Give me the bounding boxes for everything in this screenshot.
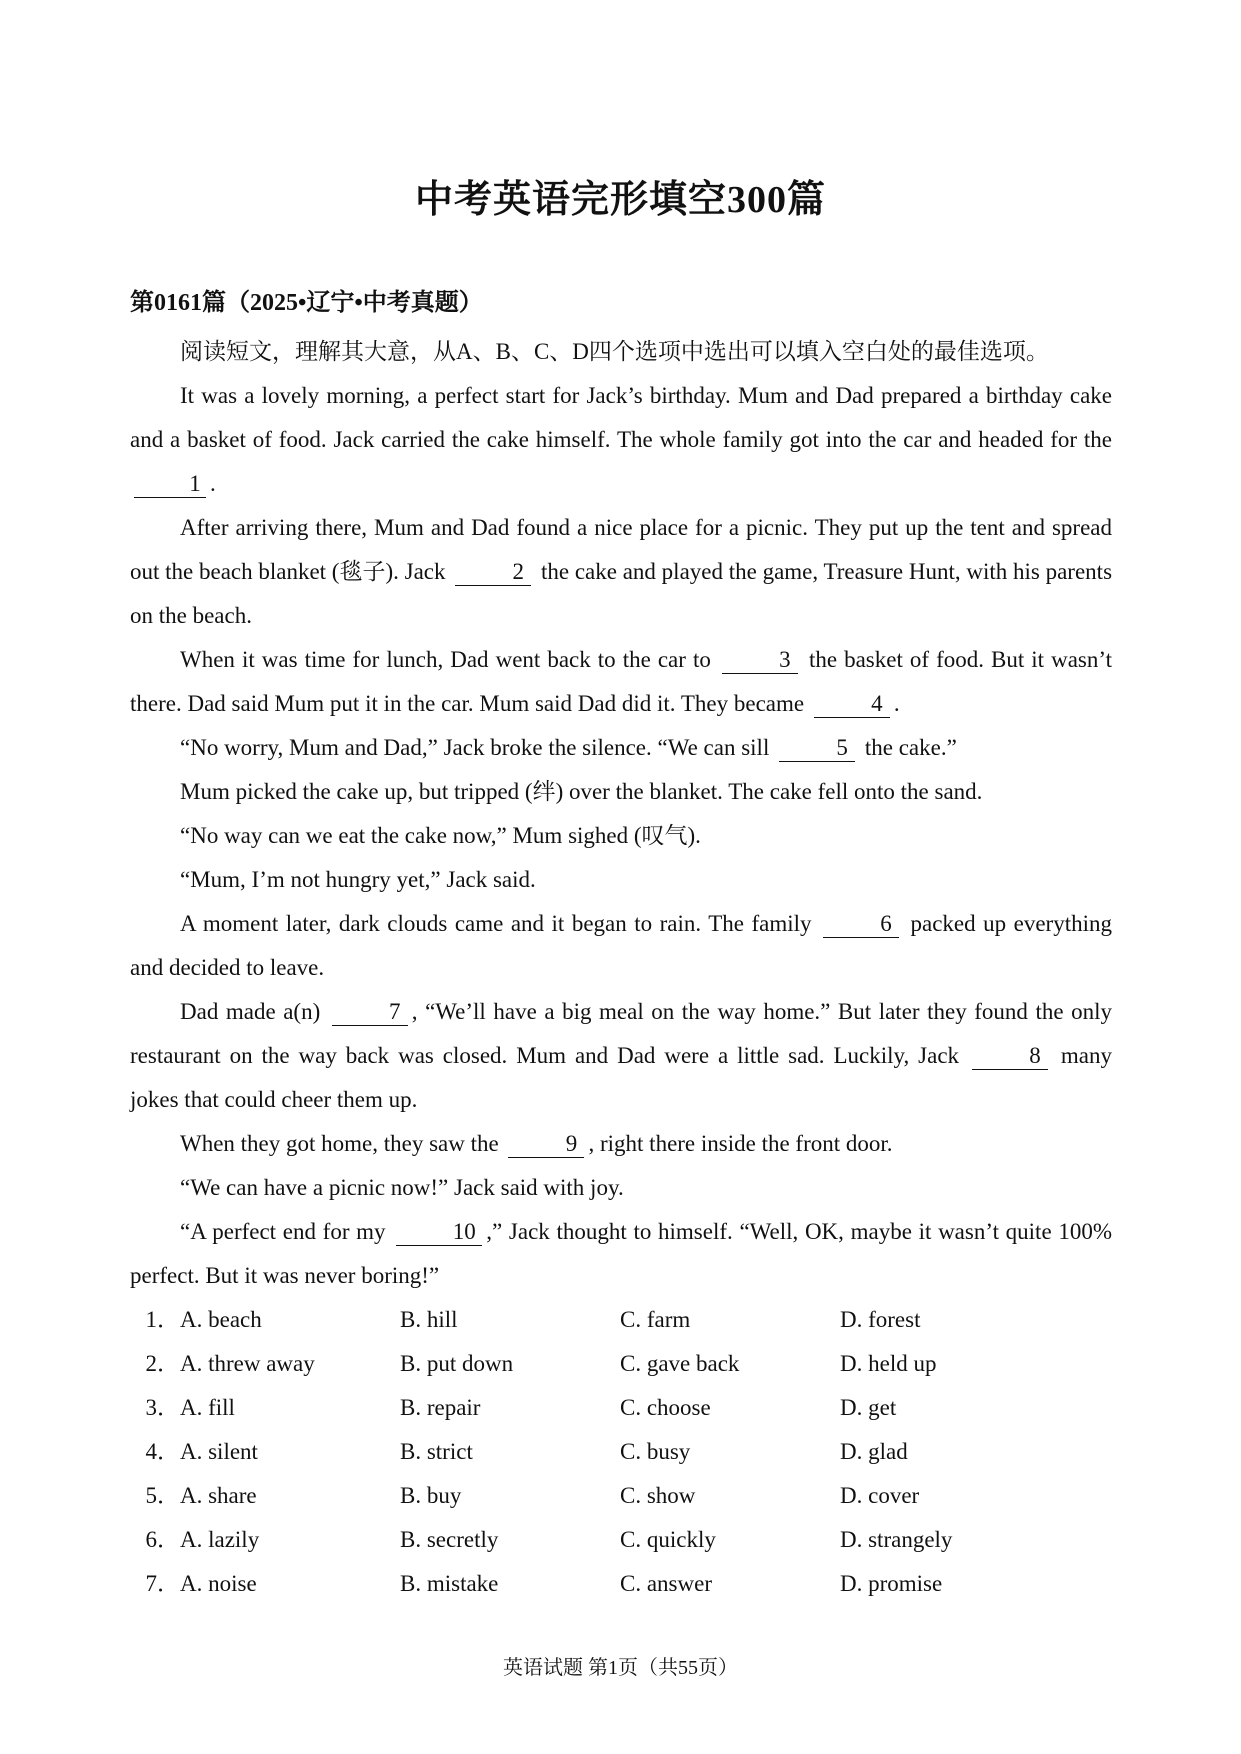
option-d[interactable]: D. glad <box>840 1439 908 1464</box>
paragraph-11: “We can have a picnic now!” Jack said with joy. <box>180 1175 624 1200</box>
option-a[interactable]: A. silent <box>180 1439 258 1464</box>
text: many jokes that could cheer them up. <box>130 1043 1113 1112</box>
option-b[interactable]: B. buy <box>400 1483 462 1508</box>
passage-body <box>130 330 1112 1606</box>
paragraph-7: “Mum, I’m not hungry yet,” Jack said. <box>180 867 536 892</box>
option-d[interactable]: D. forest <box>840 1307 921 1332</box>
option-c[interactable]: C. farm <box>620 1307 691 1332</box>
question-number: 1． <box>145 1307 180 1332</box>
blank-10[interactable]: 10 <box>396 1219 482 1246</box>
option-b[interactable]: B. repair <box>400 1395 481 1420</box>
option-b[interactable]: B. hill <box>400 1307 458 1332</box>
text: . <box>893 691 900 716</box>
text: the cake and played the game, Treasure Hunt, with his parents on the beach. <box>130 559 1113 628</box>
paragraph-2 <box>130 506 1112 638</box>
passage-heading: 第0161篇（2025•辽宁•中考真题） <box>130 290 483 316</box>
option-b[interactable]: B. secretly <box>400 1527 499 1552</box>
option-d[interactable]: D. strangely <box>840 1527 953 1552</box>
text: After arriving there, Mum and Dad found a nice place for a picnic. They put up the tent and spread out the beach blanket (毯子). Jack <box>130 515 1112 584</box>
option-c[interactable]: C. answer <box>620 1571 712 1596</box>
paragraph-5: Mum picked the cake up, but tripped (绊) over the blanket. The cake fell onto the sand. <box>180 779 983 804</box>
text: “A perfect end for my <box>180 1219 386 1244</box>
paragraph-12 <box>130 1210 1112 1298</box>
option-a[interactable]: A. fill <box>180 1395 235 1420</box>
option-b[interactable]: B. mistake <box>400 1571 499 1596</box>
option-b[interactable]: B. strict <box>400 1439 473 1464</box>
paragraph-8 <box>130 902 1112 990</box>
question-number: 3． <box>145 1395 180 1420</box>
question-number: 6． <box>145 1527 180 1552</box>
blank-4[interactable]: 4 <box>814 691 890 718</box>
text: When they got home, they saw the <box>180 1131 499 1156</box>
text: ,” Jack thought to himself. “Well, OK, maybe it wasn’t quite 100% perfect. But it was never boring!” <box>130 1219 1112 1288</box>
blank-5[interactable]: 5 <box>779 735 855 762</box>
option-row <box>130 1518 1112 1562</box>
paragraph-1 <box>130 374 1112 506</box>
option-d[interactable]: D. held up <box>840 1351 937 1376</box>
paragraph-9 <box>130 990 1112 1122</box>
option-row <box>130 1342 1112 1386</box>
question-number: 7． <box>145 1571 180 1596</box>
text: , “We’ll have a big meal on the way home.” But later they found the only restaurant on the way back was closed. Mum and Dad were a little sad. Luckily, Jack <box>130 999 1112 1068</box>
text: A moment later, dark clouds came and it began to rain. The family <box>180 911 812 936</box>
option-row <box>130 1298 1112 1342</box>
question-number: 2． <box>145 1351 180 1376</box>
text: When it was time for lunch, Dad went back to the car to <box>180 647 711 672</box>
blank-1[interactable]: 1 <box>134 471 206 498</box>
option-row <box>130 1562 1112 1606</box>
question-number: 5． <box>145 1483 180 1508</box>
option-row <box>130 1474 1112 1518</box>
document-title: 中考英语完形填空300篇 <box>414 179 826 221</box>
option-row <box>130 1430 1112 1474</box>
option-d[interactable]: D. promise <box>840 1571 943 1596</box>
option-d[interactable]: D. get <box>840 1395 897 1420</box>
option-a[interactable]: A. beach <box>180 1307 262 1332</box>
option-d[interactable]: D. cover <box>840 1483 920 1508</box>
paragraph-10 <box>130 1122 1112 1166</box>
text: packed up everything and decided to leave. <box>130 911 1112 980</box>
text: . <box>210 471 216 496</box>
blank-2[interactable]: 2 <box>455 559 531 586</box>
option-a[interactable]: A. threw away <box>180 1351 315 1376</box>
text: Dad made a(n) <box>180 999 321 1024</box>
paragraph-6: “No way can we eat the cake now,” Mum sighed (叹气). <box>180 823 701 848</box>
blank-9[interactable]: 9 <box>508 1131 584 1158</box>
option-c[interactable]: C. busy <box>620 1439 691 1464</box>
question-number: 4． <box>145 1439 180 1464</box>
option-c[interactable]: C. gave back <box>620 1351 740 1376</box>
blank-8[interactable]: 8 <box>972 1043 1048 1070</box>
paragraph-4 <box>130 726 1112 770</box>
text: the basket of food. But it wasn’t there. Dad said Mum put it in the car. Mum said Dad did it. They became <box>130 647 1113 716</box>
text: “No worry, Mum and Dad,” Jack broke the silence. “We can sill <box>180 735 770 760</box>
text: the cake.” <box>864 735 957 760</box>
instructions: 阅读短文，理解其大意，从A、B、C、D四个选项中选出可以填入空白处的最佳选项。 <box>180 339 1049 364</box>
options-list <box>130 1298 1112 1606</box>
option-c[interactable]: C. quickly <box>620 1527 716 1552</box>
blank-3[interactable]: 3 <box>722 647 798 674</box>
option-c[interactable]: C. choose <box>620 1395 711 1420</box>
text: , right there inside the front door. <box>588 1131 893 1156</box>
paragraph-3 <box>130 638 1112 726</box>
page-footer: 英语试题 第1页（共55页） <box>503 1657 738 1679</box>
text: It was a lovely morning, a perfect start for Jack’s birthday. Mum and Dad prepared a birthday cake and a basket of food. Jack carried the cake himself. The whole family got into the car and headed for the <box>130 383 1112 452</box>
option-c[interactable]: C. show <box>620 1483 696 1508</box>
option-b[interactable]: B. put down <box>400 1351 514 1376</box>
option-a[interactable]: A. share <box>180 1483 257 1508</box>
blank-7[interactable]: 7 <box>332 999 408 1026</box>
option-a[interactable]: A. lazily <box>180 1527 260 1552</box>
blank-6[interactable]: 6 <box>823 911 899 938</box>
option-a[interactable]: A. noise <box>180 1571 257 1596</box>
option-row <box>130 1386 1112 1430</box>
